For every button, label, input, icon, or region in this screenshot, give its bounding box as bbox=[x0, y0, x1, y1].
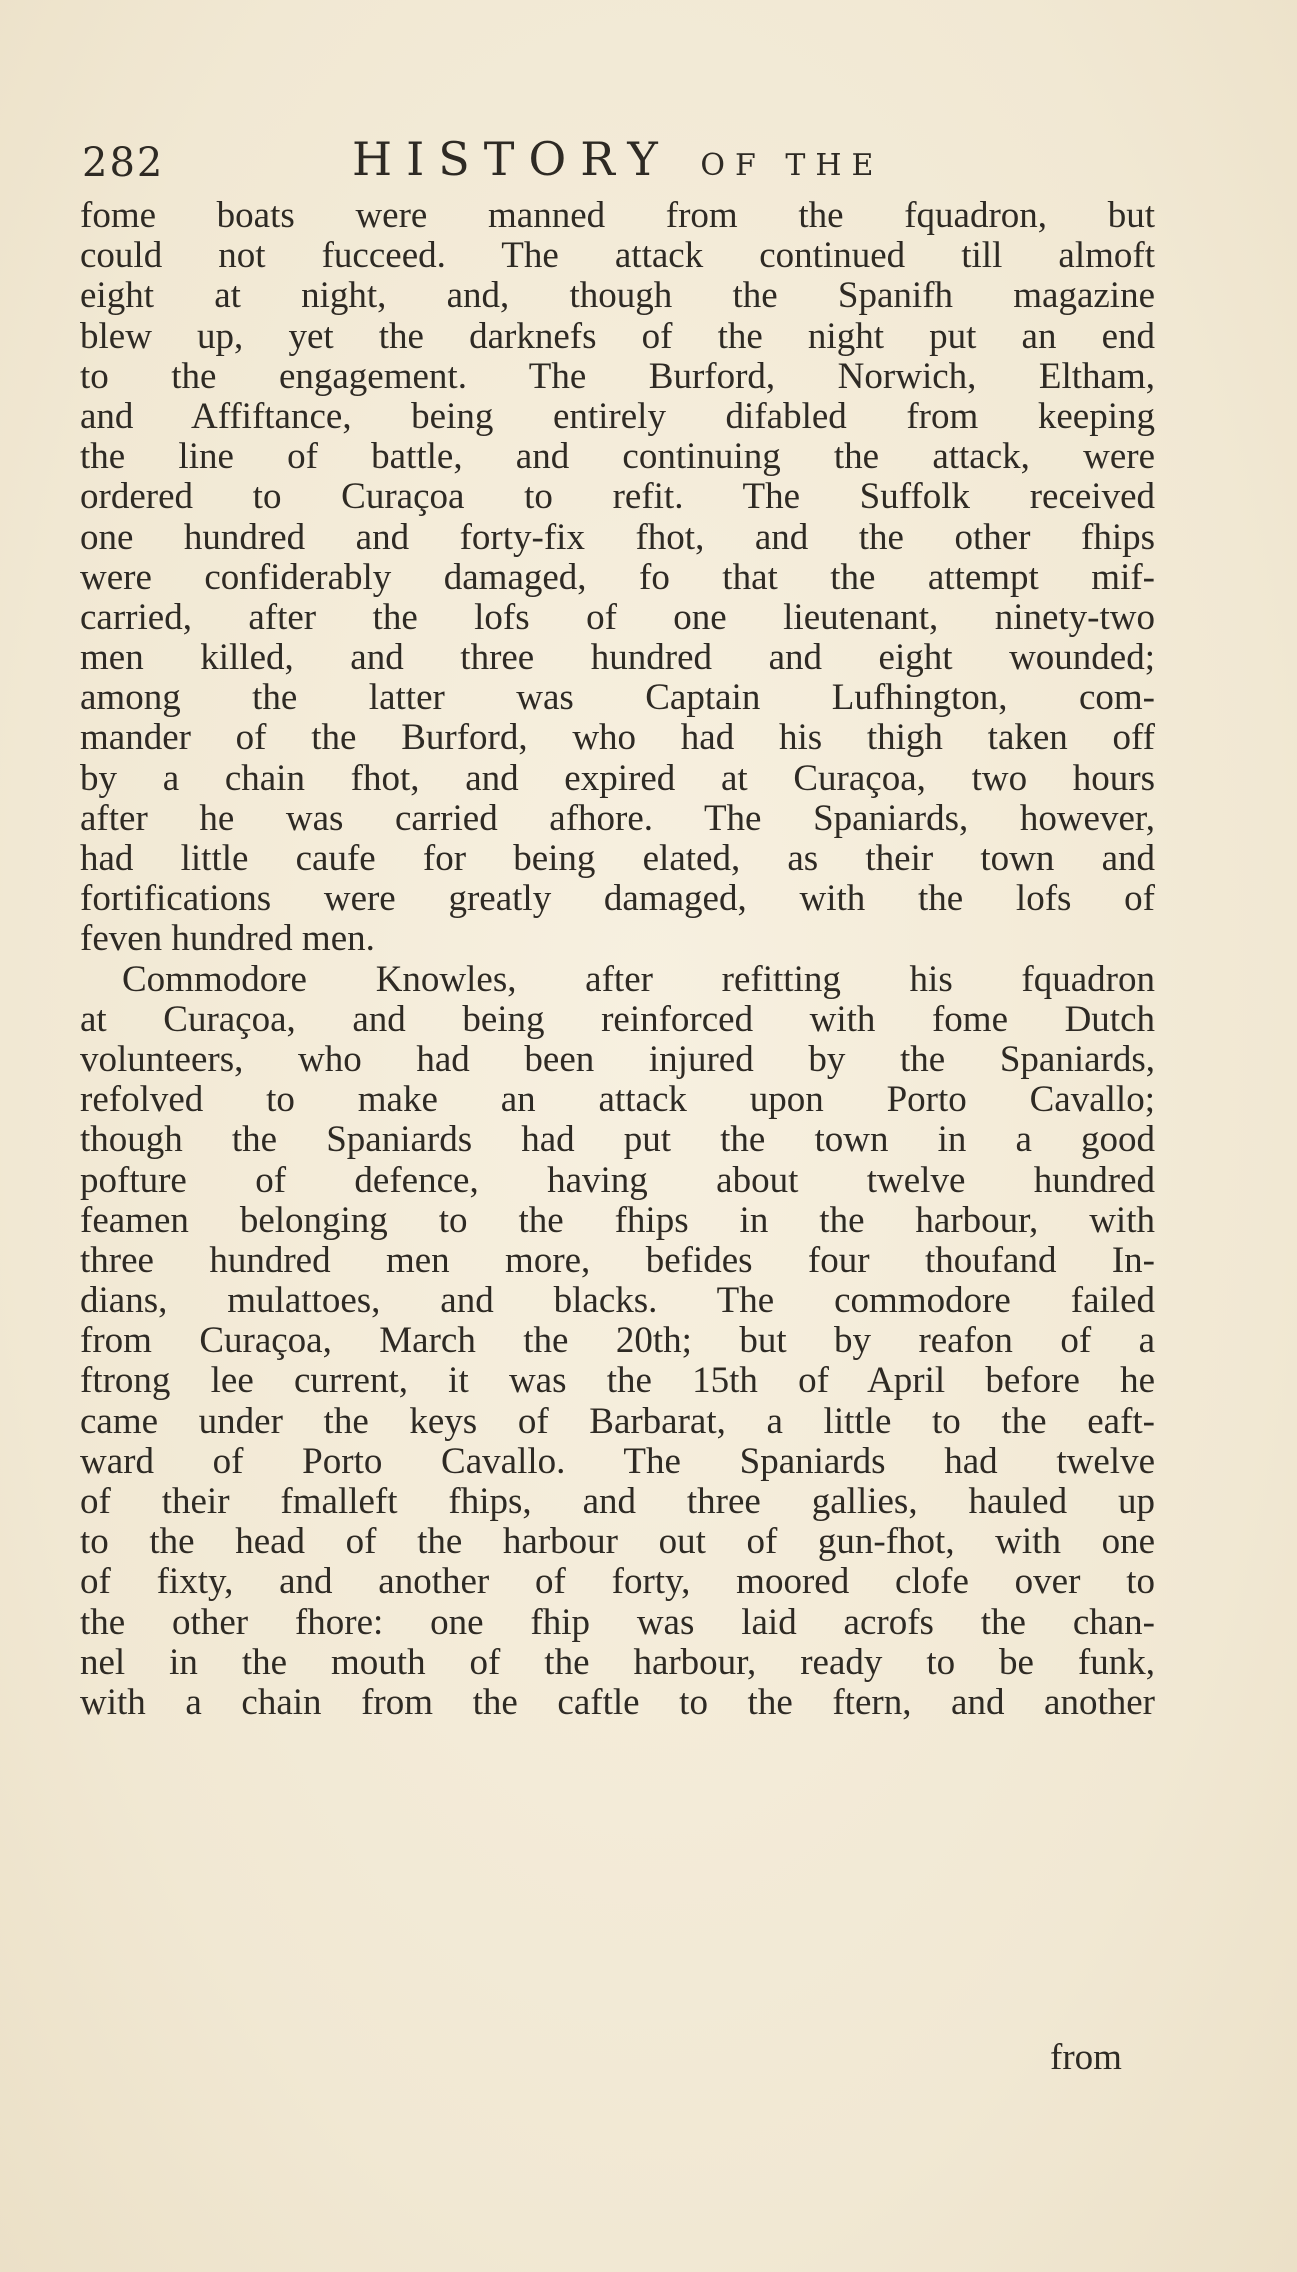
text-line: from Curaçoa, March the 20th; but by reafon of a bbox=[80, 1320, 1155, 1362]
text-line: blew up, yet the darknefs of the night put an end bbox=[80, 315, 1155, 357]
text-line: fome boats were manned from the fquadron, but bbox=[80, 195, 1155, 236]
text-line: and Affiftance, being entirely difabled from keeping bbox=[80, 395, 1155, 437]
text-line: by a chain fhot, and expired at Curaçoa, two hours bbox=[80, 757, 1155, 799]
text-line: the other fhore: one fhip was laid acrofs the chan- bbox=[80, 1601, 1155, 1643]
text-line: mander of the Burford, who had his thigh taken off bbox=[80, 717, 1155, 759]
running-title bbox=[352, 132, 883, 186]
text-line: Commodore Knowles, after refitting his fquadron bbox=[122, 958, 1155, 1000]
catchword: from bbox=[1050, 2037, 1122, 2078]
text-line: at Curaçoa, and being reinforced with fome Dutch bbox=[80, 998, 1155, 1040]
body-text bbox=[80, 196, 1155, 1723]
text-line: three hundred men more, befides four thoufand In- bbox=[80, 1239, 1155, 1281]
text-line: fortifications were greatly damaged, with the lofs of bbox=[80, 878, 1155, 920]
text-line: though the Spaniards had put the town in a good bbox=[80, 1119, 1155, 1161]
text-line: could not fucceed. The attack continued till almoft bbox=[80, 235, 1155, 277]
text-line: volunteers, who had been injured by the Spaniards, bbox=[80, 1038, 1155, 1080]
text-line: of their fmalleft fhips, and three gallies, hauled up bbox=[80, 1481, 1155, 1522]
text-line: one hundred and forty-fix fhot, and the other fhips bbox=[80, 516, 1155, 558]
text-line: nel in the mouth of the harbour, ready to be funk, bbox=[80, 1641, 1155, 1683]
text-line: to the head of the harbour out of gun-fhot, with one bbox=[80, 1521, 1155, 1563]
text-line: pofture of defence, having about twelve hundred bbox=[80, 1159, 1155, 1201]
text-line: after he was carried afhore. The Spaniards, however, bbox=[80, 797, 1155, 839]
text-line: carried, after the lofs of one lieutenant, ninety-two bbox=[80, 596, 1155, 638]
text-line: the line of battle, and continuing the attack, were bbox=[80, 436, 1155, 478]
text-line: among the latter was Captain Lufhington, com- bbox=[80, 677, 1155, 719]
text-line: ordered to Curaçoa to refit. The Suffolk received bbox=[80, 476, 1155, 518]
text-line: feamen belonging to the fhips in the harbour, with bbox=[80, 1199, 1155, 1241]
text-line: eight at night, and, though the Spanifh magazine bbox=[80, 275, 1155, 317]
text-line: refolved to make an attack upon Porto Cavallo; bbox=[80, 1079, 1155, 1121]
text-line: with a chain from the caftle to the ftern, and another bbox=[80, 1681, 1155, 1723]
text-line: ftrong lee current, it was the 15th of April before he bbox=[80, 1360, 1155, 1402]
text-line: were confiderably damaged, fo that the attempt mif- bbox=[80, 556, 1155, 598]
text-line: of fixty, and another of forty, moored clofe over to bbox=[80, 1561, 1155, 1603]
text-line: came under the keys of Barbarat, a little to the eaft- bbox=[80, 1400, 1155, 1442]
running-title-small: OF THE bbox=[700, 148, 884, 183]
text-line: men killed, and three hundred and eight wounded; bbox=[80, 637, 1155, 679]
text-line: ward of Porto Cavallo. The Spaniards had twelve bbox=[80, 1440, 1155, 1482]
running-header bbox=[82, 132, 1202, 192]
page-number: 282 bbox=[82, 140, 165, 186]
text-line: to the engagement. The Burford, Norwich, Eltham, bbox=[80, 355, 1155, 397]
text-line: had little caufe for being elated, as their town and bbox=[80, 838, 1155, 879]
text-line: feven hundred men. bbox=[80, 918, 375, 960]
text-line: dians, mulattoes, and blacks. The commodore failed bbox=[80, 1280, 1155, 1322]
running-title-main: HISTORY bbox=[352, 132, 672, 186]
